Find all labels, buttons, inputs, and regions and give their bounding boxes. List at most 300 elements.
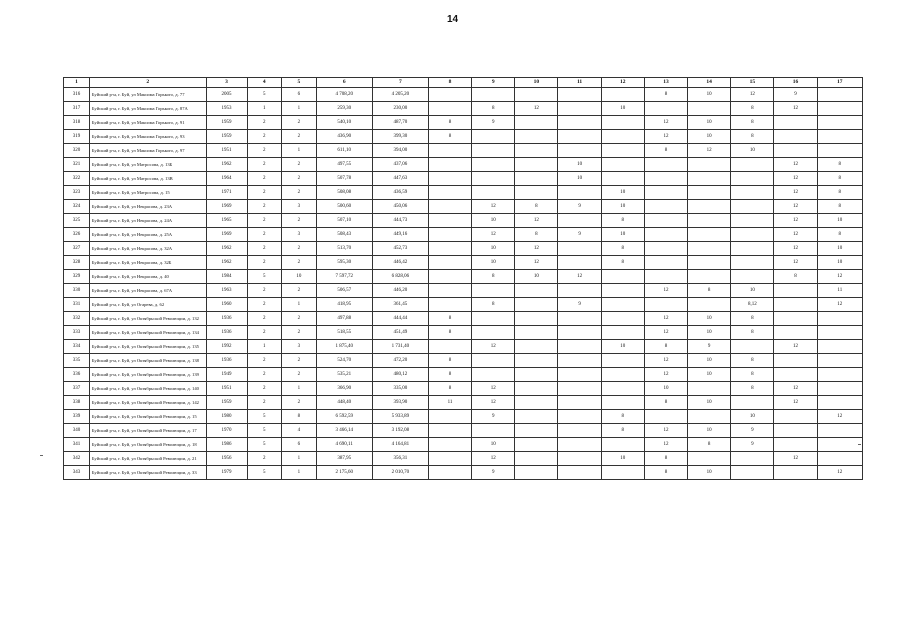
value-cell: [428, 284, 471, 298]
value-cell: [644, 228, 687, 242]
value-cell: 10: [688, 88, 731, 102]
value-cell: [644, 200, 687, 214]
value-cell: [601, 382, 644, 396]
value-cell: 507,78: [316, 172, 372, 186]
value-cell: 10: [731, 144, 774, 158]
value-cell: 449,16: [372, 228, 428, 242]
value-cell: 259,30: [316, 102, 372, 116]
value-cell: 6 592,59: [316, 410, 372, 424]
value-cell: [774, 116, 817, 130]
value-cell: 12: [774, 452, 817, 466]
value-cell: [558, 242, 601, 256]
value-cell: [515, 340, 558, 354]
value-cell: 10: [688, 326, 731, 340]
value-cell: 450,06: [372, 200, 428, 214]
value-cell: [731, 214, 774, 228]
column-header-4: 4: [247, 78, 282, 88]
table-body: [64, 88, 863, 480]
address-cell: Буйский р-н, г. Буй, ул Матросова, д. 13Б: [89, 158, 206, 172]
value-cell: [817, 382, 862, 396]
column-header-14: 14: [688, 78, 731, 88]
table-row: [64, 172, 863, 186]
value-cell: [601, 88, 644, 102]
value-cell: [688, 228, 731, 242]
value-cell: 2: [247, 284, 282, 298]
value-cell: 12: [644, 312, 687, 326]
value-cell: 2: [247, 116, 282, 130]
value-cell: [688, 256, 731, 270]
value-cell: [731, 200, 774, 214]
value-cell: [688, 186, 731, 200]
column-header-2: 2: [89, 78, 206, 88]
value-cell: 8: [688, 284, 731, 298]
value-cell: 2: [247, 214, 282, 228]
value-cell: [515, 368, 558, 382]
value-cell: 2: [247, 326, 282, 340]
value-cell: 12: [644, 424, 687, 438]
value-cell: 10: [688, 368, 731, 382]
value-cell: [688, 270, 731, 284]
address-cell: Буйский р-н, г. Буй, ул Октябрьской Революции, д. 15: [89, 410, 206, 424]
value-cell: [601, 368, 644, 382]
address-cell: Буйский р-н, г. Буй, ул Максима Горького, д. 77: [89, 88, 206, 102]
value-cell: [817, 438, 862, 452]
value-cell: [472, 424, 515, 438]
value-cell: 8: [428, 130, 471, 144]
value-cell: 2: [282, 326, 317, 340]
value-cell: 1962: [206, 242, 247, 256]
value-cell: 8: [428, 368, 471, 382]
row-number: 334: [64, 340, 90, 354]
value-cell: 2: [247, 228, 282, 242]
value-cell: 1971: [206, 186, 247, 200]
value-cell: [817, 340, 862, 354]
value-cell: 6: [282, 88, 317, 102]
value-cell: [515, 116, 558, 130]
value-cell: [601, 396, 644, 410]
value-cell: [428, 242, 471, 256]
value-cell: [774, 130, 817, 144]
table-row: [64, 88, 863, 102]
value-cell: 540,10: [316, 116, 372, 130]
value-cell: [558, 340, 601, 354]
value-cell: [515, 326, 558, 340]
value-cell: 8: [601, 214, 644, 228]
value-cell: 4 205,20: [372, 88, 428, 102]
value-cell: [688, 382, 731, 396]
row-number: 331: [64, 298, 90, 312]
value-cell: 7 597,72: [316, 270, 372, 284]
value-cell: 2: [282, 172, 317, 186]
value-cell: [644, 242, 687, 256]
value-cell: 8: [515, 228, 558, 242]
value-cell: [601, 116, 644, 130]
value-cell: 1: [282, 452, 317, 466]
value-cell: 12: [515, 256, 558, 270]
column-header-15: 15: [731, 78, 774, 88]
column-header-11: 11: [558, 78, 601, 88]
value-cell: 6: [282, 438, 317, 452]
value-cell: 2: [282, 214, 317, 228]
value-cell: 12: [774, 256, 817, 270]
value-cell: [688, 298, 731, 312]
value-cell: 447,63: [372, 172, 428, 186]
value-cell: 1962: [206, 158, 247, 172]
value-cell: 8: [817, 172, 862, 186]
table-row: [64, 298, 863, 312]
value-cell: 595,30: [316, 256, 372, 270]
value-cell: 1960: [206, 298, 247, 312]
value-cell: [731, 228, 774, 242]
value-cell: 10: [688, 312, 731, 326]
value-cell: 1959: [206, 396, 247, 410]
value-cell: 12: [774, 200, 817, 214]
value-cell: 2: [282, 158, 317, 172]
value-cell: 335,00: [372, 382, 428, 396]
value-cell: 8: [731, 116, 774, 130]
address-cell: Буйский р-н, г. Буй, ул Октябрьской Революции, д. 142: [89, 396, 206, 410]
table-row: [64, 228, 863, 242]
value-cell: 2: [282, 242, 317, 256]
value-cell: 8: [428, 326, 471, 340]
value-cell: [601, 312, 644, 326]
value-cell: 12: [644, 284, 687, 298]
value-cell: 12: [817, 298, 862, 312]
value-cell: 2: [247, 172, 282, 186]
value-cell: 10: [558, 158, 601, 172]
value-cell: 418,95: [316, 298, 372, 312]
value-cell: [515, 382, 558, 396]
address-cell: Буйский р-н, г. Буй, ул Максима Горького, д. 91: [89, 116, 206, 130]
value-cell: 10: [817, 242, 862, 256]
value-cell: 1963: [206, 284, 247, 298]
value-cell: 446,42: [372, 256, 428, 270]
value-cell: 12: [817, 466, 862, 480]
value-cell: 535,21: [316, 368, 372, 382]
value-cell: [472, 130, 515, 144]
value-cell: [558, 326, 601, 340]
value-cell: 11: [428, 396, 471, 410]
value-cell: 2: [247, 312, 282, 326]
value-cell: 1: [247, 340, 282, 354]
value-cell: 524,70: [316, 354, 372, 368]
value-cell: [472, 312, 515, 326]
value-cell: 2: [247, 382, 282, 396]
value-cell: 4: [282, 424, 317, 438]
value-cell: 506,57: [316, 284, 372, 298]
value-cell: 2: [282, 186, 317, 200]
value-cell: [644, 102, 687, 116]
value-cell: 8: [515, 200, 558, 214]
value-cell: [817, 130, 862, 144]
value-cell: 5: [247, 438, 282, 452]
value-cell: 12: [817, 270, 862, 284]
value-cell: [472, 88, 515, 102]
row-number: 317: [64, 102, 90, 116]
value-cell: [472, 354, 515, 368]
value-cell: 366,90: [316, 382, 372, 396]
value-cell: 518,55: [316, 326, 372, 340]
table-row: [64, 242, 863, 256]
value-cell: 9: [472, 116, 515, 130]
value-cell: 1986: [206, 438, 247, 452]
row-number: 343: [64, 466, 90, 480]
value-cell: 472,20: [372, 354, 428, 368]
value-cell: [428, 144, 471, 158]
value-cell: [731, 396, 774, 410]
value-cell: 11: [817, 284, 862, 298]
value-cell: [731, 452, 774, 466]
value-cell: 10: [688, 130, 731, 144]
table-row: [64, 396, 863, 410]
value-cell: 393,90: [372, 396, 428, 410]
value-cell: 387,95: [316, 452, 372, 466]
table-row: [64, 130, 863, 144]
row-number: 329: [64, 270, 90, 284]
value-cell: 8: [428, 354, 471, 368]
table-row: [64, 256, 863, 270]
value-cell: 12: [774, 382, 817, 396]
row-number: 338: [64, 396, 90, 410]
value-cell: 8: [644, 88, 687, 102]
value-cell: 5: [247, 410, 282, 424]
value-cell: 8: [428, 382, 471, 396]
value-cell: [774, 144, 817, 158]
value-cell: 2: [282, 284, 317, 298]
value-cell: 8: [644, 144, 687, 158]
value-cell: 1951: [206, 382, 247, 396]
value-cell: 10: [472, 242, 515, 256]
address-cell: Буйский р-н, г. Буй, ул Матросова, д. 15: [89, 186, 206, 200]
value-cell: [428, 466, 471, 480]
value-cell: 8: [601, 424, 644, 438]
value-cell: 10: [601, 340, 644, 354]
value-cell: 8: [601, 410, 644, 424]
value-cell: 12: [774, 158, 817, 172]
value-cell: 9: [558, 298, 601, 312]
value-cell: 10: [282, 270, 317, 284]
value-cell: 2: [282, 130, 317, 144]
value-cell: 10: [601, 452, 644, 466]
value-cell: [817, 396, 862, 410]
table-row: [64, 326, 863, 340]
value-cell: 10: [731, 410, 774, 424]
value-cell: [817, 88, 862, 102]
row-number: 333: [64, 326, 90, 340]
row-number: 328: [64, 256, 90, 270]
value-cell: 12: [472, 200, 515, 214]
value-cell: [774, 312, 817, 326]
value-cell: 444,44: [372, 312, 428, 326]
value-cell: 1 875,40: [316, 340, 372, 354]
value-cell: 8: [472, 298, 515, 312]
row-number: 320: [64, 144, 90, 158]
value-cell: 10: [601, 228, 644, 242]
value-cell: 513,70: [316, 242, 372, 256]
value-cell: [558, 410, 601, 424]
value-cell: 12: [731, 88, 774, 102]
value-cell: 2: [247, 452, 282, 466]
address-cell: Буйский р-н, г. Буй, ул Максима Горького, д. 87А: [89, 102, 206, 116]
value-cell: [688, 452, 731, 466]
column-header-17: 17: [817, 78, 862, 88]
value-cell: [601, 354, 644, 368]
value-cell: 1962: [206, 256, 247, 270]
value-cell: 8: [472, 102, 515, 116]
value-cell: 12: [644, 368, 687, 382]
value-cell: [644, 270, 687, 284]
value-cell: 2: [247, 158, 282, 172]
value-cell: 9: [731, 438, 774, 452]
value-cell: 12: [472, 452, 515, 466]
row-number: 316: [64, 88, 90, 102]
value-cell: 12: [644, 130, 687, 144]
value-cell: 8: [688, 438, 731, 452]
scan-artifact: [40, 455, 43, 456]
address-cell: Буйский р-н, г. Буй, ул Октябрьской Революции, д. 138: [89, 354, 206, 368]
value-cell: [428, 228, 471, 242]
row-number: 335: [64, 354, 90, 368]
value-cell: 10: [688, 396, 731, 410]
value-cell: 8: [601, 256, 644, 270]
page-number: 14: [446, 14, 459, 25]
value-cell: 437,06: [372, 158, 428, 172]
value-cell: 10: [688, 466, 731, 480]
value-cell: [817, 116, 862, 130]
value-cell: 12: [817, 410, 862, 424]
value-cell: 12: [515, 102, 558, 116]
value-cell: [558, 438, 601, 452]
value-cell: [558, 368, 601, 382]
table-row: [64, 144, 863, 158]
row-number: 336: [64, 368, 90, 382]
value-cell: [472, 158, 515, 172]
value-cell: [515, 284, 558, 298]
column-header-8: 8: [428, 78, 471, 88]
value-cell: [731, 172, 774, 186]
value-cell: 1936: [206, 312, 247, 326]
value-cell: [644, 256, 687, 270]
value-cell: [774, 354, 817, 368]
value-cell: 12: [515, 242, 558, 256]
address-cell: Буйский р-н, г. Буй, ул Октябрьской Революции, д. 18: [89, 438, 206, 452]
header-row: [64, 78, 863, 88]
value-cell: 3: [282, 228, 317, 242]
value-cell: [688, 242, 731, 256]
table-row: [64, 200, 863, 214]
value-cell: [731, 340, 774, 354]
value-cell: 12: [558, 270, 601, 284]
address-cell: Буйский р-н, г. Буй, ул Некрасова, д. 40: [89, 270, 206, 284]
value-cell: 2: [247, 256, 282, 270]
value-cell: 8: [428, 312, 471, 326]
address-cell: Буйский р-н, г. Буй, ул Максима Горького, д. 97: [89, 144, 206, 158]
value-cell: 452,73: [372, 242, 428, 256]
value-cell: [515, 466, 558, 480]
value-cell: 12: [472, 340, 515, 354]
value-cell: [428, 298, 471, 312]
value-cell: [558, 214, 601, 228]
value-cell: 12: [644, 438, 687, 452]
column-header-16: 16: [774, 78, 817, 88]
value-cell: [515, 312, 558, 326]
row-number: 321: [64, 158, 90, 172]
row-number: 327: [64, 242, 90, 256]
value-cell: [428, 102, 471, 116]
address-cell: Буйский р-н, г. Буй, ул Октябрьской Революции, д. 33: [89, 466, 206, 480]
row-number: 324: [64, 200, 90, 214]
value-cell: 10: [472, 214, 515, 228]
value-cell: [515, 172, 558, 186]
value-cell: 436,59: [372, 186, 428, 200]
value-cell: [472, 144, 515, 158]
value-cell: 1936: [206, 326, 247, 340]
value-cell: 8: [428, 116, 471, 130]
value-cell: [515, 396, 558, 410]
address-cell: Буйский р-н, г. Буй, ул Матросова, д. 13В: [89, 172, 206, 186]
column-header-9: 9: [472, 78, 515, 88]
value-cell: [472, 326, 515, 340]
value-cell: 1: [282, 102, 317, 116]
value-cell: [558, 102, 601, 116]
value-cell: [558, 466, 601, 480]
value-cell: [731, 158, 774, 172]
value-cell: [558, 382, 601, 396]
value-cell: 2: [247, 354, 282, 368]
value-cell: 12: [644, 354, 687, 368]
value-cell: [817, 368, 862, 382]
column-header-10: 10: [515, 78, 558, 88]
value-cell: 1965: [206, 214, 247, 228]
table-row: [64, 410, 863, 424]
value-cell: 1: [282, 298, 317, 312]
address-cell: Буйский р-н, г. Буй, ул Некрасова, д. 32Б: [89, 256, 206, 270]
value-cell: [774, 424, 817, 438]
address-cell: Буйский р-н, г. Буй, ул Октябрьской Революции, д. 135: [89, 340, 206, 354]
value-cell: [558, 354, 601, 368]
value-cell: 230,00: [372, 102, 428, 116]
value-cell: 1959: [206, 130, 247, 144]
value-cell: [558, 452, 601, 466]
value-cell: 12: [774, 102, 817, 116]
value-cell: 8: [731, 368, 774, 382]
value-cell: 4 164,81: [372, 438, 428, 452]
address-cell: Буйский р-н, г. Буй, ул Октябрьской Революции, д. 140: [89, 382, 206, 396]
value-cell: 10: [817, 214, 862, 228]
value-cell: [644, 158, 687, 172]
value-cell: [601, 298, 644, 312]
value-cell: [601, 326, 644, 340]
value-cell: [515, 88, 558, 102]
value-cell: 12: [472, 396, 515, 410]
value-cell: 2: [282, 396, 317, 410]
column-header-7: 7: [372, 78, 428, 88]
value-cell: 1992: [206, 340, 247, 354]
address-cell: Буйский р-н, г. Буй, ул Некрасова, д. 32А: [89, 242, 206, 256]
value-cell: [817, 354, 862, 368]
value-cell: 451,49: [372, 326, 428, 340]
value-cell: 2 010,70: [372, 466, 428, 480]
value-cell: [558, 88, 601, 102]
value-cell: 10: [515, 270, 558, 284]
value-cell: 9: [558, 200, 601, 214]
address-cell: Буйский р-н, г. Буй, ул Некрасова, д. 24А: [89, 214, 206, 228]
row-number: 337: [64, 382, 90, 396]
row-number: 341: [64, 438, 90, 452]
value-cell: 2005: [206, 88, 247, 102]
row-number: 322: [64, 172, 90, 186]
table-row: [64, 158, 863, 172]
